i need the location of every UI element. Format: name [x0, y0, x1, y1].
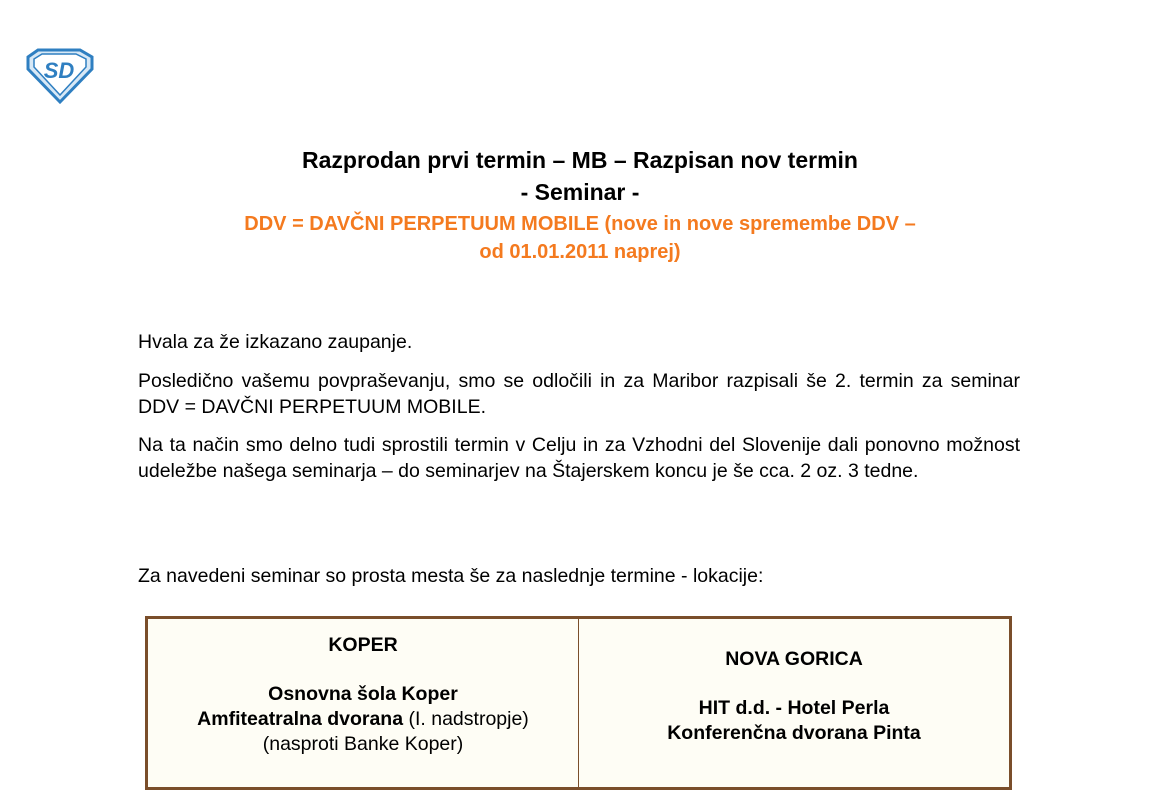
location-city: KOPER — [328, 634, 398, 656]
title-line-1: Razprodan prvi termin – MB – Razpisan nov termin — [302, 147, 858, 173]
table-row — [147, 618, 1011, 789]
subtitle — [140, 210, 1020, 266]
location-hall: Amfiteatralna dvorana — [197, 708, 404, 730]
logo-text: SD — [43, 58, 75, 83]
paragraph-new-term: Posledično vašemu povpraševanju, smo se odločili in za Maribor razpisali še 2. termin za seminar DDV = DAVČNI PERPETUUM MOBILE. — [138, 370, 1020, 418]
location-hall: Konferenčna dvorana Pinta — [667, 722, 921, 744]
location-venue: HIT d.d. - Hotel Perla — [698, 697, 890, 719]
locations-table — [145, 616, 1012, 790]
title-line-2: - Seminar - — [520, 179, 640, 205]
company-logo — [22, 47, 96, 105]
paragraph-locations-intro: Za navedeni seminar so prosta mesta še za naslednje termine - lokacije: — [138, 565, 764, 587]
location-city: NOVA GORICA — [725, 648, 863, 670]
location-venue: Osnovna šola Koper — [268, 683, 458, 705]
location-cell-koper — [147, 618, 579, 789]
subtitle-line-2: od 01.01.2011 naprej) — [479, 241, 681, 263]
location-cell-nova-gorica — [579, 618, 1011, 789]
paragraph-details: Na ta način smo delno tudi sprostili termin v Celju in za Vzhodni del Slovenije dali ponovno možnost udeležbe našega seminarja – do seminarjev na Štajerskem koncu je še cca. 2 oz. 3 tedne. — [138, 434, 1020, 482]
document-header — [140, 144, 1020, 266]
location-hall-note: (I. nadstropje) — [403, 708, 529, 730]
location-extra: (nasproti Banke Koper) — [262, 733, 464, 755]
subtitle-line-1: DDV = DAVČNI PERPETUUM MOBILE (nove in nove spremembe DDV – — [244, 213, 916, 235]
paragraph-thanks: Hvala za že izkazano zaupanje. — [138, 331, 413, 353]
